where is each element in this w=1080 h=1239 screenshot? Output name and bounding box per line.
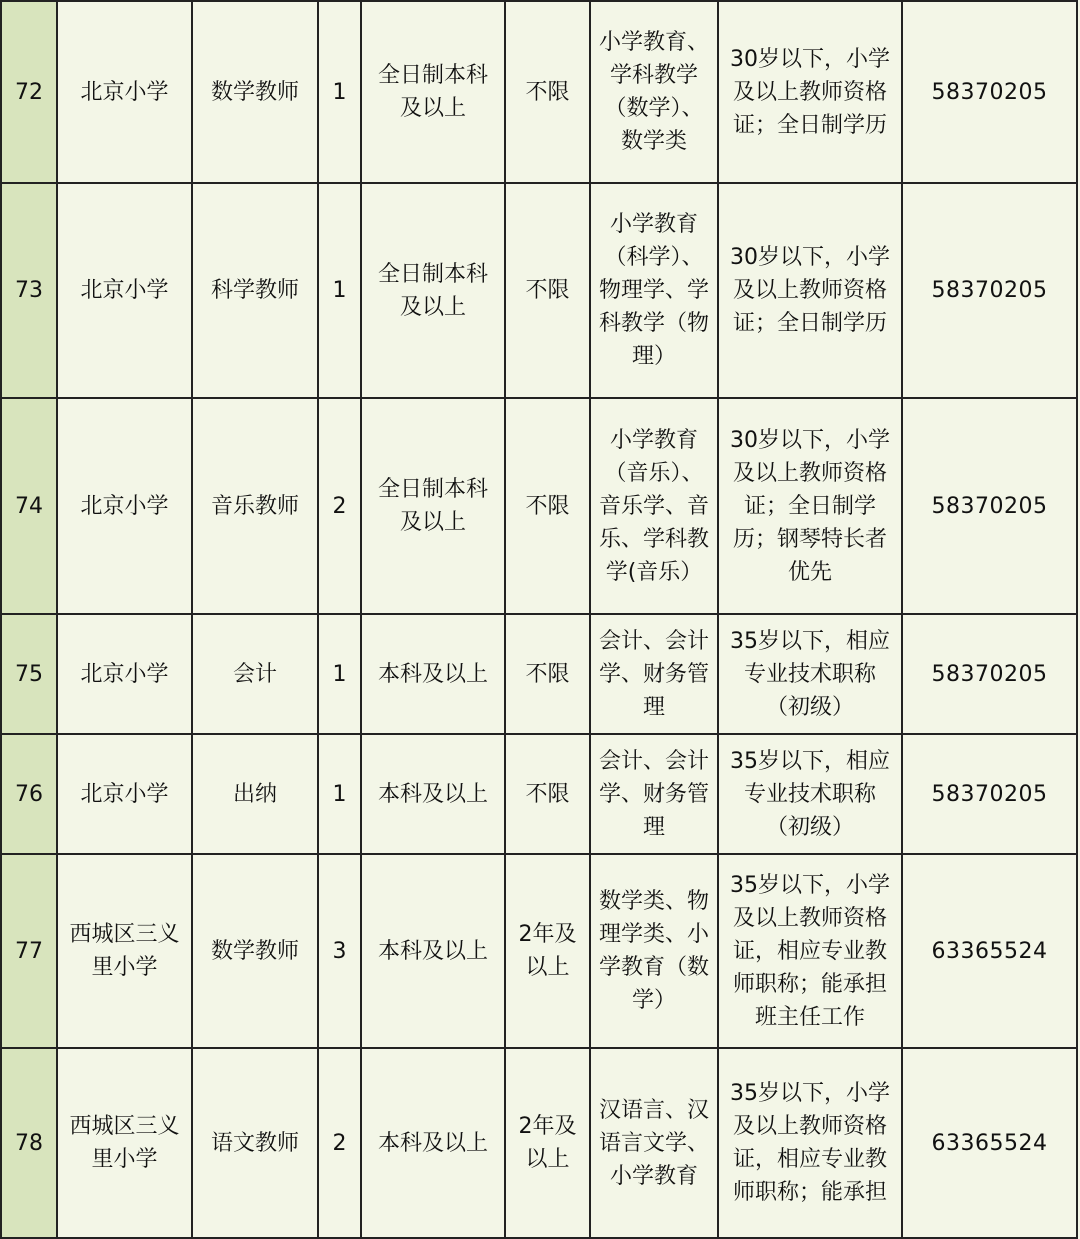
major-requirement: 小学教育 （科学）、 物理学、学 科教学（物 理） <box>590 183 718 398</box>
education-requirement: 本科及以上 <box>361 614 505 734</box>
major-requirement: 会计、会计 学、财务管 理 <box>590 734 718 854</box>
position-name: 语文教师 <box>192 1048 318 1238</box>
row-number: 76 <box>1 734 57 854</box>
experience-requirement: 不限 <box>505 1 590 183</box>
row-number: 74 <box>1 398 57 614</box>
education-requirement: 本科及以上 <box>361 734 505 854</box>
headcount: 3 <box>318 854 361 1048</box>
other-requirements: 30岁以下，小学 及以上教师资格 证；全日制学历 <box>718 1 902 183</box>
position-name: 数学教师 <box>192 1 318 183</box>
contact-phone: 58370205 <box>902 183 1077 398</box>
unit-name: 西城区三义 里小学 <box>57 854 192 1048</box>
experience-requirement: 不限 <box>505 183 590 398</box>
other-requirements: 35岁以下，小学 及以上教师资格 证，相应专业教 师职称；能承担 <box>718 1048 902 1238</box>
row-number: 78 <box>1 1048 57 1238</box>
contact-phone: 58370205 <box>902 398 1077 614</box>
table-row <box>1 734 1077 854</box>
education-requirement: 本科及以上 <box>361 854 505 1048</box>
headcount: 1 <box>318 183 361 398</box>
major-requirement: 小学教育、 学科教学 （数学）、 数学类 <box>590 1 718 183</box>
position-name: 会计 <box>192 614 318 734</box>
experience-requirement: 不限 <box>505 734 590 854</box>
position-name: 数学教师 <box>192 854 318 1048</box>
unit-name: 北京小学 <box>57 398 192 614</box>
contact-phone: 58370205 <box>902 614 1077 734</box>
contact-phone: 58370205 <box>902 1 1077 183</box>
position-name: 科学教师 <box>192 183 318 398</box>
other-requirements: 35岁以下，相应 专业技术职称 （初级） <box>718 614 902 734</box>
table-row <box>1 1 1077 183</box>
experience-requirement: 不限 <box>505 614 590 734</box>
headcount: 2 <box>318 1048 361 1238</box>
major-requirement: 会计、会计 学、财务管 理 <box>590 614 718 734</box>
row-number: 75 <box>1 614 57 734</box>
other-requirements: 30岁以下，小学 及以上教师资格 证；全日制学 历；钢琴特长者 优先 <box>718 398 902 614</box>
contact-phone: 58370205 <box>902 734 1077 854</box>
table-row <box>1 398 1077 614</box>
experience-requirement: 不限 <box>505 398 590 614</box>
headcount: 2 <box>318 398 361 614</box>
position-name: 出纳 <box>192 734 318 854</box>
unit-name: 北京小学 <box>57 183 192 398</box>
unit-name: 西城区三义 里小学 <box>57 1048 192 1238</box>
education-requirement: 全日制本科 及以上 <box>361 398 505 614</box>
education-requirement: 全日制本科 及以上 <box>361 1 505 183</box>
unit-name: 北京小学 <box>57 614 192 734</box>
major-requirement: 数学类、物 理学类、小 学教育（数 学） <box>590 854 718 1048</box>
headcount: 1 <box>318 1 361 183</box>
major-requirement: 小学教育 （音乐）、 音乐学、音 乐、学科教 学(音乐） <box>590 398 718 614</box>
position-name: 音乐教师 <box>192 398 318 614</box>
contact-phone: 63365524 <box>902 854 1077 1048</box>
education-requirement: 全日制本科 及以上 <box>361 183 505 398</box>
row-number: 73 <box>1 183 57 398</box>
other-requirements: 35岁以下，小学 及以上教师资格 证，相应专业教 师职称；能承担 班主任工作 <box>718 854 902 1048</box>
row-number: 72 <box>1 1 57 183</box>
row-number: 77 <box>1 854 57 1048</box>
headcount: 1 <box>318 734 361 854</box>
contact-phone: 63365524 <box>902 1048 1077 1238</box>
table-row <box>1 1048 1077 1238</box>
experience-requirement: 2年及 以上 <box>505 854 590 1048</box>
table-row <box>1 614 1077 734</box>
unit-name: 北京小学 <box>57 734 192 854</box>
table-row <box>1 183 1077 398</box>
headcount: 1 <box>318 614 361 734</box>
experience-requirement: 2年及 以上 <box>505 1048 590 1238</box>
major-requirement: 汉语言、汉 语言文学、 小学教育 <box>590 1048 718 1238</box>
other-requirements: 35岁以下，相应 专业技术职称 （初级） <box>718 734 902 854</box>
other-requirements: 30岁以下，小学 及以上教师资格 证；全日制学历 <box>718 183 902 398</box>
education-requirement: 本科及以上 <box>361 1048 505 1238</box>
unit-name: 北京小学 <box>57 1 192 183</box>
table-row <box>1 854 1077 1048</box>
